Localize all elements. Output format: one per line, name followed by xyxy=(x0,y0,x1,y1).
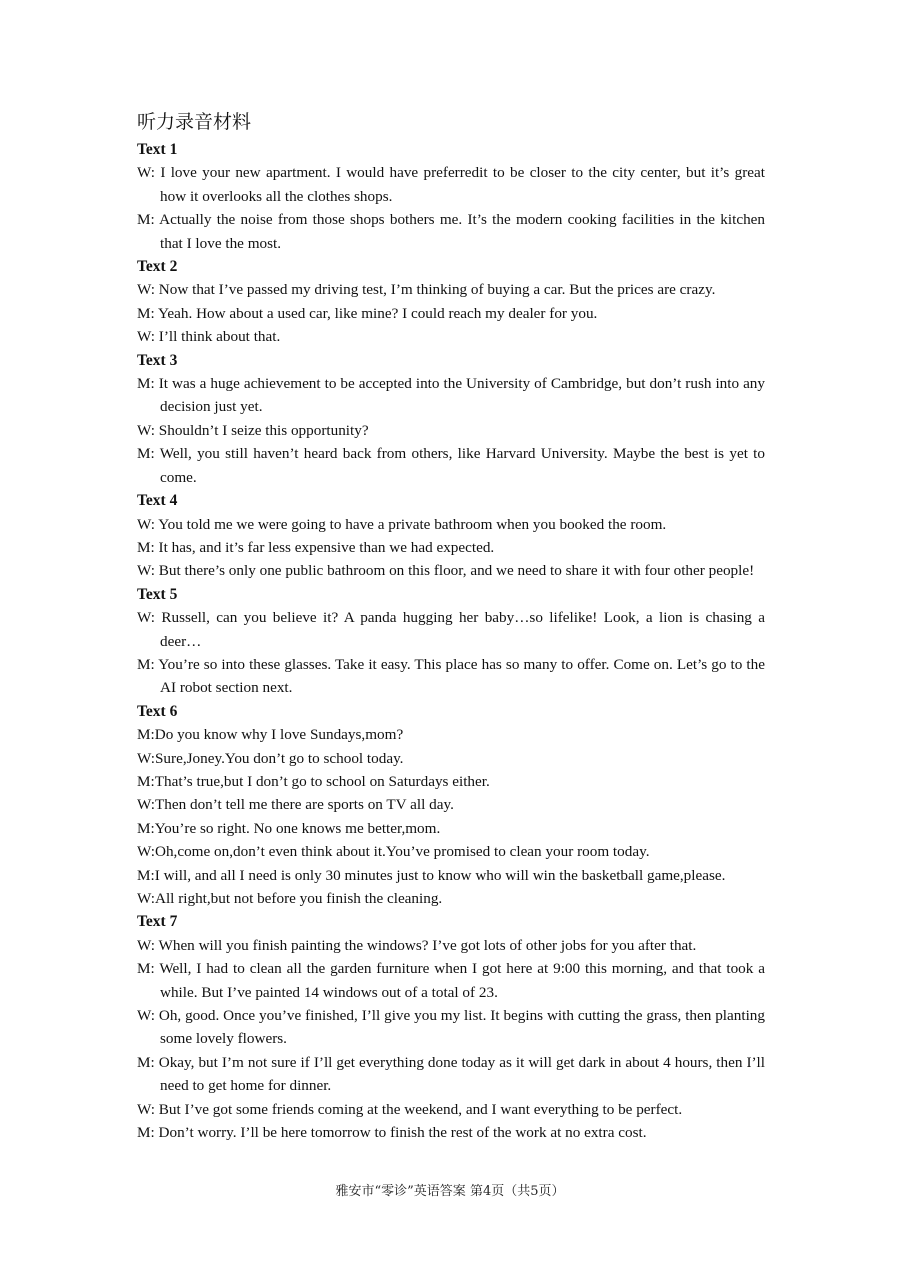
dialogue-line: M: Well, you still haven’t heard back from others, like Harvard University. Maybe the best is yet to come. xyxy=(137,445,765,486)
dialogue-line: W: I’ll think about that. xyxy=(137,328,281,346)
dialogue-line: W: When will you finish painting the windows? I’ve got lots of other jobs for you after that. xyxy=(137,936,697,954)
dialogue-line: W:Then don’t tell me there are sports on TV all day. xyxy=(137,796,454,814)
dialogue-line: W: Russell, can you believe it? A panda hugging her baby…so lifelike! Look, a lion is chasing a deer… xyxy=(137,609,765,650)
dialogue-line: M: Well, I had to clean all the garden furniture when I got here at 9:00 this morning, and that took a while. But I’ve painted 14 windows out of a total of 23. xyxy=(137,960,765,1001)
document-page xyxy=(137,108,765,1144)
dialogue-line: W: Now that I’ve passed my driving test, I’m thinking of buying a car. But the prices are crazy. xyxy=(137,281,716,299)
document-title: 听力录音材料 xyxy=(137,111,252,133)
transcript-sections xyxy=(137,138,765,1144)
dialogue-line: M:Do you know why I love Sundays,mom? xyxy=(137,726,404,744)
dialogue-line: W: You told me we were going to have a private bathroom when you booked the room. xyxy=(137,515,667,533)
dialogue-line: W: Shouldn’t I seize this opportunity? xyxy=(137,421,369,439)
transcript-section xyxy=(137,255,765,349)
dialogue-line: M: It has, and it’s far less expensive than we had expected. xyxy=(137,538,495,556)
section-heading: Text 6 xyxy=(137,702,178,720)
section-heading: Text 1 xyxy=(137,141,178,158)
dialogue-line: W: But there’s only one public bathroom on this floor, and we need to share it with four other people! xyxy=(137,562,755,580)
transcript-section xyxy=(137,138,765,255)
section-heading: Text 5 xyxy=(137,585,178,603)
transcript-section xyxy=(137,910,765,1144)
dialogue-line: W:Sure,Joney.You don’t go to school today. xyxy=(137,749,404,767)
section-heading: Text 3 xyxy=(137,351,178,369)
section-heading: Text 4 xyxy=(137,492,178,510)
transcript-section xyxy=(137,489,765,583)
dialogue-line: W:All right,but not before you finish the cleaning. xyxy=(137,890,443,907)
dialogue-line: M: Yeah. How about a used car, like mine? I could reach my dealer for you. xyxy=(137,304,598,322)
section-heading: Text 7 xyxy=(137,913,178,931)
section-heading: Text 2 xyxy=(137,258,178,276)
page-footer: 雅安市“零诊”英语答案 第4页（共5页） xyxy=(335,1184,565,1199)
dialogue-line: M:That’s true,but I don’t go to school on Saturdays either. xyxy=(137,772,490,790)
dialogue-line: M:I will, and all I need is only 30 minutes just to know who will win the basketball game,please. xyxy=(137,866,726,884)
dialogue-line: M: It was a huge achievement to be accepted into the University of Cambridge, but don’t rush into any decision just yet. xyxy=(137,375,765,416)
dialogue-line: M: Actually the noise from those shops bothers me. It’s the modern cooking facilities in the kitchen that I love the most. xyxy=(137,211,765,252)
dialogue-line: W: I love your new apartment. I would have preferredit to be closer to the city center, but it’s great how it overlooks all the clothes shops. xyxy=(137,164,765,205)
dialogue-line: M: Okay, but I’m not sure if I’ll get everything done today as it will get dark in about 4 hours, then I’ll need to get home for dinner. xyxy=(137,1053,765,1095)
dialogue-line: M:You’re so right. No one knows me better,mom. xyxy=(137,819,441,837)
transcript-section xyxy=(137,349,765,489)
transcript-section xyxy=(137,583,765,700)
dialogue-line: M: Don’t worry. I’ll be here tomorrow to finish the rest of the work at no extra cost. xyxy=(137,1124,647,1142)
transcript-section xyxy=(137,700,765,911)
dialogue-line: W:Oh,come on,don’t even think about it.You’ve promised to clean your room today. xyxy=(137,843,650,861)
dialogue-line: W: But I’ve got some friends coming at the weekend, and I want everything to be perfect. xyxy=(137,1100,683,1118)
dialogue-line: W: Oh, good. Once you’ve finished, I’ll give you my list. It begins with cutting the grass, then planting some lovely flowers. xyxy=(137,1007,765,1048)
dialogue-line: M: You’re so into these glasses. Take it easy. This place has so many to offer. Come on. Let’s go to the AI robot section next. xyxy=(137,655,765,697)
